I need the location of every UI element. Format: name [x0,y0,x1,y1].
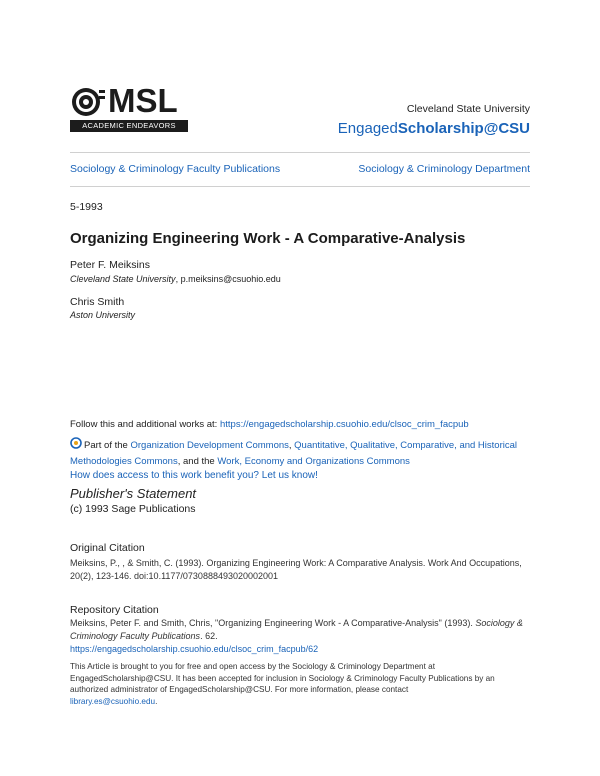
original-citation-text: Meiksins, P., , & Smith, C. (1993). Organizing Engineering Work: A Comparative Analysis. Work And Occupations, 20(2), 123-146. doi:10.1177/0730888493020002001 [70,558,522,581]
commons-link-work-economy[interactable]: Work, Economy and Organizations Commons [217,456,410,467]
divider [70,186,530,187]
publisher-statement-text: (c) 1993 Sage Publications [70,503,196,515]
author-affiliation [70,274,281,284]
author-email: , p.meiksins@csuohio.edu [175,274,281,284]
repository-name-part2: Scholarship@CSU [397,120,530,137]
affiliation-text: Aston University [70,310,136,320]
network-icon [70,437,82,449]
affiliation-text: Cleveland State University [70,274,176,284]
citation-suffix: . 62. [200,631,218,641]
author-affiliation [70,310,135,320]
footer-text: This Article is brought to you for free and open access by the Sociology & Criminology Department at EngagedScholarship@CSU. It has been accepted for inclusion in Sociology & Criminology Faculty Publications by an authorized administrator of EngagedScholarship@CSU. For more information, please contact [70,662,495,694]
logo-subtitle: ACADEMIC ENDEAVORS [70,120,188,132]
msl-logo[interactable] [70,82,188,134]
original-citation-heading: Original Citation [70,542,145,554]
repository-link[interactable] [338,120,530,137]
article-title: Organizing Engineering Work - A Comparative-Analysis [70,230,466,247]
repository-citation-text [70,617,532,656]
separator: , [288,440,295,451]
commons-link-organization-development[interactable]: Organization Development Commons [130,440,289,451]
part-of-commons [70,437,532,470]
contact-email-link[interactable]: library.es@csuohio.edu [70,696,156,706]
collection-link[interactable]: Sociology & Criminology Faculty Publications [70,163,281,175]
author-name: Chris Smith [70,296,125,308]
follow-url-link[interactable]: https://engagedscholarship.csuohio.edu/clsoc_crim_facpub [219,419,469,430]
repository-name-part1: Engaged [337,120,398,137]
follow-prefix: Follow this and additional works at: [70,419,220,430]
follow-line [70,419,469,430]
commons-link-methodologies[interactable]: Quantitative, Qualitative, Comparative, and Historical Methodologies Commons [70,440,517,467]
divider [70,152,530,153]
citation-plain: Meiksins, Peter F. and Smith, Chris, "Organizing Engineering Work - A Comparative-Analysis" (1993). [70,618,476,628]
citation-url-link[interactable]: https://engagedscholarship.csuohio.edu/clsoc_crim_facpub/62 [70,644,319,654]
footer-notice [70,661,532,707]
part-of-prefix: Part of the [84,440,131,451]
seal-icon [70,86,106,118]
citation-italic: Sociology & Criminology Faculty Publications [70,618,523,641]
logo-text: MSL [108,82,178,119]
feedback-link[interactable]: How does access to this work benefit you? Let us know! [70,470,318,481]
publisher-statement-heading: Publisher's Statement [70,486,197,501]
separator: , and the [177,456,218,467]
footer-end: . [155,696,158,706]
university-name: Cleveland State University [406,103,530,115]
publication-date: 5-1993 [70,201,103,213]
department-link[interactable]: Sociology & Criminology Department [358,163,530,175]
repository-citation-heading: Repository Citation [70,604,159,616]
author-name: Peter F. Meiksins [70,259,150,271]
